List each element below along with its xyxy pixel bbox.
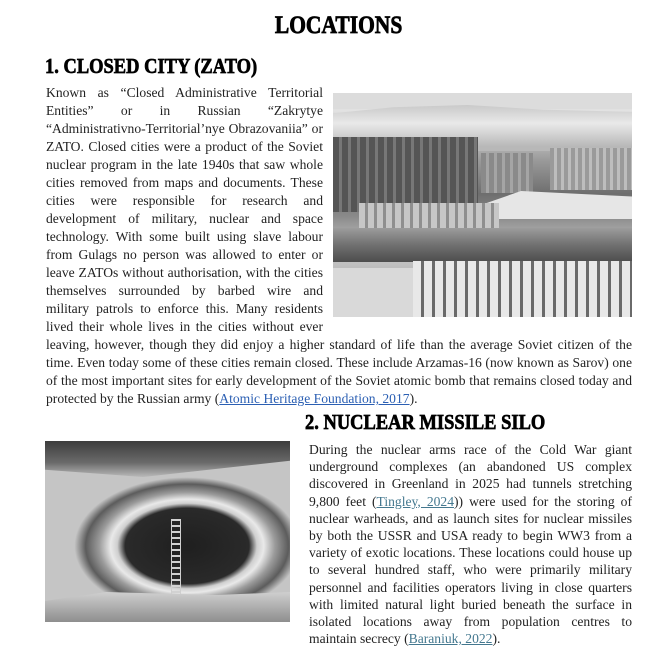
photo-silo-lid	[45, 441, 290, 477]
section-closed-city-body	[46, 84, 632, 408]
photo-silo-ladder	[171, 519, 181, 599]
citation-link-tingley[interactable]: Tingley, 2024	[376, 493, 455, 509]
section-heading-closed-city: 1. CLOSED CITY (ZATO)	[45, 54, 258, 78]
missile-silo-photo	[45, 441, 290, 622]
closed-city-text: Known as “Closed Administrative Territorial Entities” or in Russian “Zakrytye “Administrativno-Territorial’nye Obrazovaniia” or ZATO. Closed cities were a product of the Soviet nuclear program in the late 1940s that saw whole cities removed from maps and documents. These cities were responsible for research and development of military, nuclear and space technology. With some built using slave labour from Gulags no person was allowed to enter or leave ZATOs without authorisation, with the cities themselves surrounded by barbed wire and military patrols to enforce this. Many residents lived their whole lives in the cities without ever leaving, however, though they did enjoy a higher standard of life than the average Soviet citizen of the time. Even today some of these cities remain closed. These include Arzamas-16 (now known as Sarov) one of the most important sites for early development of the Soviet atomic bomb that remains closed today and protected by the Russian army (	[46, 85, 632, 406]
page-title: LOCATIONS	[274, 12, 403, 39]
missile-silo-text: During the nuclear arms race of the Cold War giant underground complexes (an abandoned US complex discovered in Greenland in 2025 had tunnels stretching 9,800 feet (	[309, 442, 632, 509]
missile-silo-text-end: ).	[492, 631, 501, 647]
citation-link-atomic-heritage[interactable]: Atomic Heritage Foundation, 2017	[219, 391, 410, 406]
closed-city-photo	[333, 93, 632, 317]
missile-silo-text: )) were used for the storing of nuclear warheads, and as launch sites for nuclear missiles by both the USSR and USA ready to begin WW3 from a variety of exotic locations. These locations could house up to several hundred staff, who were primarily military personnel and facilities operators living in close quarters with limited natural light buried beneath the surface in isolated locations away from population centres to maintain secrecy (	[309, 493, 632, 647]
section-heading-missile-silo: 2. NUCLEAR MISSILE SILO	[305, 410, 546, 434]
photo-rooftops	[333, 228, 632, 262]
photo-front-building	[413, 261, 632, 317]
photo-apartment-block	[550, 148, 632, 190]
section-missile-silo-body	[309, 441, 632, 647]
photo-low-building	[333, 268, 415, 317]
closed-city-text-end: ).	[409, 391, 418, 406]
photo-apartment-block	[333, 137, 478, 212]
citation-link-baraniuk[interactable]: Baraniuk, 2022	[408, 631, 493, 647]
photo-silo-floor	[45, 592, 290, 622]
photo-apartment-block	[481, 153, 533, 193]
